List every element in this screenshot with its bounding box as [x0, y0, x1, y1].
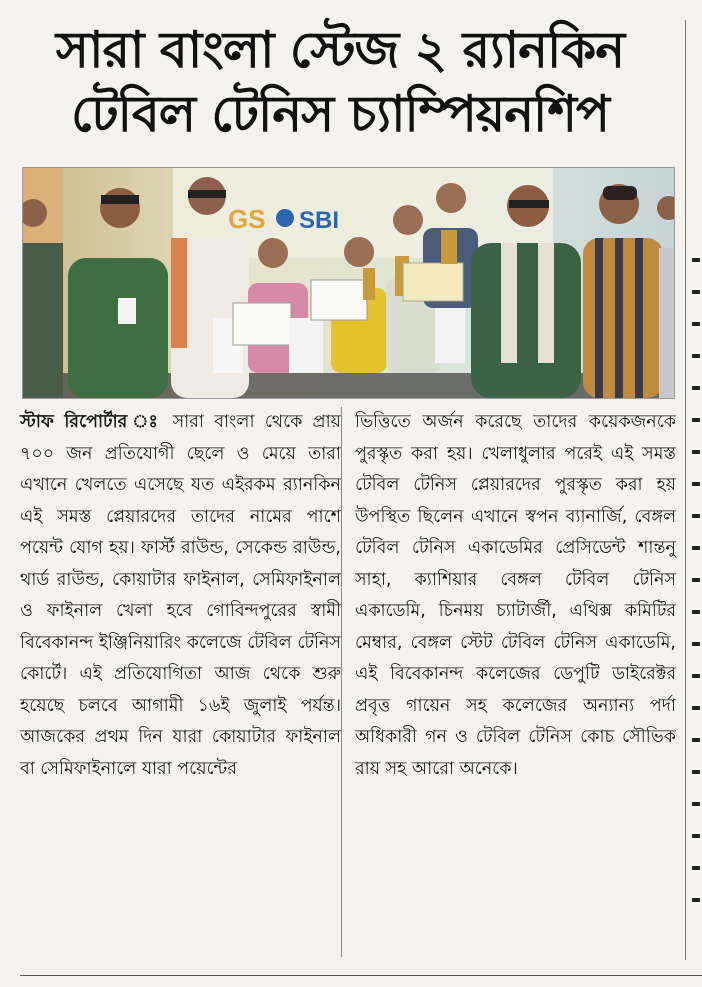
page-bottom-rule	[20, 975, 702, 976]
byline: স্টাফ রিপোর্টার ঃ	[20, 412, 163, 432]
headline-line-1: সারা বাংলা স্টেজ ২ র‍্যানকিন	[55, 21, 625, 79]
adjacent-article-edge	[690, 230, 702, 950]
sbi-logo-icon	[276, 209, 294, 227]
article-column-1-text: সারা বাংলা থেকে প্রায় ৭০০ জন প্রতিযোগী ছেলে ও মেয়ে তারা এখানে খেলতে এসেছে যত এইরকম র‍্যানকিন এই সমস্ত প্লেয়ারদের তাদের নামের পাশে পয়েন্ট যোগ হয়। ফার্স্ট রাউন্ড, সেকেন্ড রাউন্ড, থার্ড রাউন্ড, কোয়াটার ফাইনাল, সেমিফাইনাল ও ফাইনাল খেলা হবে গোবিন্দপুরের স্বামী বিবেকানন্দ ইঞ্জিনিয়ারিং কলেজে টেবিল টেনিস কোর্টে। এই প্রতিযোগিতা আজ থেকে শুরু হয়েছে চলবে আগামী ১৬ই জুলাই পর্যন্ত। আজকের প্রথম দিন যারা কোয়াটার ফাইনাল বা সেমিফাইনালে যারা পয়েন্টের	[20, 412, 341, 779]
headline	[10, 18, 670, 146]
page-right-rule	[685, 20, 686, 960]
news-photo	[22, 167, 675, 399]
column-divider	[341, 407, 342, 957]
article-column-2	[355, 407, 676, 967]
article-column-1	[20, 407, 341, 967]
headline-line-2: টেবিল টেনিস চ্যাম্পিয়নশিপ	[71, 85, 609, 143]
news-photo-illustration	[23, 168, 674, 398]
article-body	[20, 407, 676, 967]
article-column-2-text: ভিত্তিতে অর্জন করেছে তাদের কয়েকজনকে পুরস্কৃত করা হয়। খেলাধুলার পরেই এই সমস্ত টেবিল টেনিস প্লেয়ারদের পুরস্কৃত করা হয় উপস্থিত ছিলেন এখানে স্বপন ব্যানার্জি, বেঙ্গল টেবিল টেনিস একাডেমির প্রেসিডেন্ট শান্তনু সাহা, ক্যাশিয়ার বেঙ্গল টেবিল টেনিস একাডেমি, চিনময় চ্যাটার্জী, এথিক্স কমিটির মেম্বার, বেঙ্গল স্টেট টেবিল টেনিস একাডেমি, এই বিবেকানন্দ কলেজের ডেপুটি ডাইরেক্টর প্রবৃত্ত গায়েন সহ কলেজের অন্যান্য পর্দা অধিকারী গন ও টেবিল টেনিস কোচ সৌভিক রায় সহ আরো অনেকে।	[355, 412, 676, 779]
banner-fragment: GS	[228, 204, 266, 234]
banner-logo: SBI	[299, 207, 340, 234]
